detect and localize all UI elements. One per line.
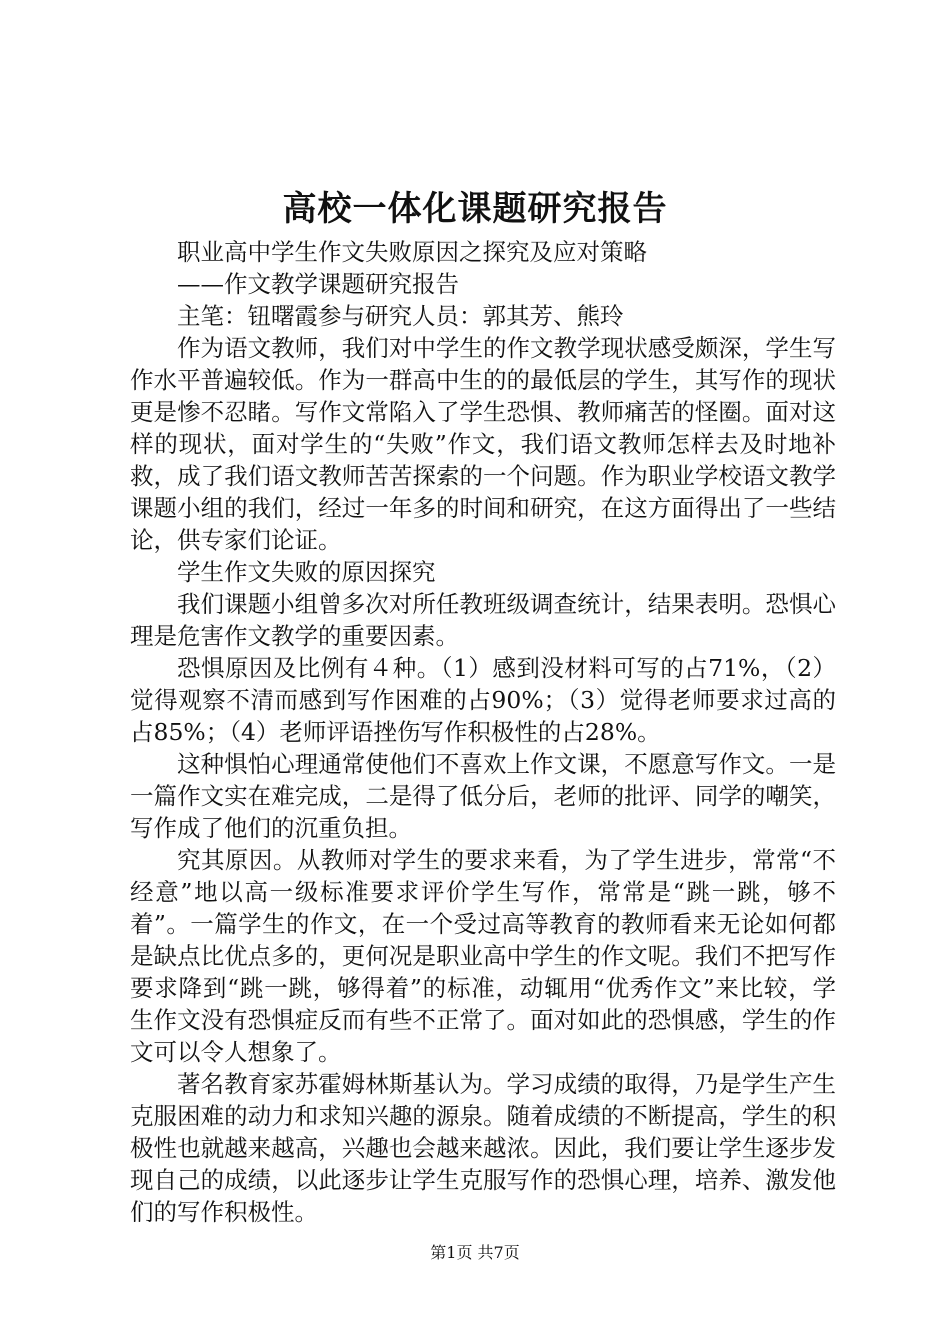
document-title: 高校一体化课题研究报告	[282, 189, 668, 229]
body-paragraph: 我们课题小组曾多次对所任教班级调查统计，结果表明。恐惧心理是危害作文教学的重要因素。	[130, 590, 836, 650]
body-paragraph: 这种惧怕心理通常使他们不喜欢上作文课，不愿意写作文。一是一篇作文实在难完成，二是得了低分后，老师的批评、同学的嘲笑，写作成了他们的沉重负担。	[130, 750, 836, 842]
body-paragraph: 著名教育家苏霍姆林斯基认为。学习成绩的取得，乃是学生产生克服困难的动力和求知兴趣的源泉。随着成绩的不断提高，学生的积极性也就越来越高，兴趣也会越来越浓。因此，我们要让学生逐步发现自己的成绩，以此逐步让学生克服写作的恐惧心理，培养、激发他们的写作积极性。	[130, 1070, 836, 1226]
body-paragraph: 恐惧原因及比例有４种。（1）感到没材料可写的占71%，（2）觉得观察不清而感到写作困难的占90%；（3）觉得老师要求过高的占85%；（4）老师评语挫伤写作积极性的占28%。	[130, 654, 836, 746]
authors-line: 主笔：钮曙霞参与研究人员：郭其芳、熊玲	[177, 302, 624, 330]
body-paragraph: 究其原因。从教师对学生的要求来看，为了学生进步，常常“不经意”地以高一级标准要求评价学生写作，常常是“跳一跳，够不着”。一篇学生的作文，在一个受过高等教育的教师看来无论如何都是缺点比优点多的，更何况是职业高中学生的作文呢。我们不把写作要求降到“跳一跳，够得着”的标准，动辄用“优秀作文”来比较，学生作文没有恐惧症反而有些不正常了。面对如此的恐惧感，学生的作文可以令人想象了。	[130, 846, 836, 1066]
subtitle-line: 职业高中学生作文失败原因之探究及应对策略	[177, 238, 647, 266]
section-heading: 学生作文失败的原因探究	[177, 558, 436, 586]
body-paragraph: 作为语文教师，我们对中学生的作文教学现状感受颇深，学生写作水平普遍较低。作为一群高中生的的最低层的学生，其写作的现状更是惨不忍睹。写作文常陷入了学生恐惧、教师痛苦的怪圈。面对这样的现状，面对学生的“失败”作文，我们语文教师怎样去及时地补救，成了我们语文教师苦苦探索的一个问题。作为职业学校语文教学课题小组的我们，经过一年多的时间和研究，在这方面得出了一些结论，供专家们论证。	[130, 334, 836, 554]
document-body	[130, 236, 836, 1228]
page-footer: 第1页 共7页	[430, 1243, 520, 1262]
subtitle-subline: ——作文教学课题研究报告	[177, 270, 459, 298]
